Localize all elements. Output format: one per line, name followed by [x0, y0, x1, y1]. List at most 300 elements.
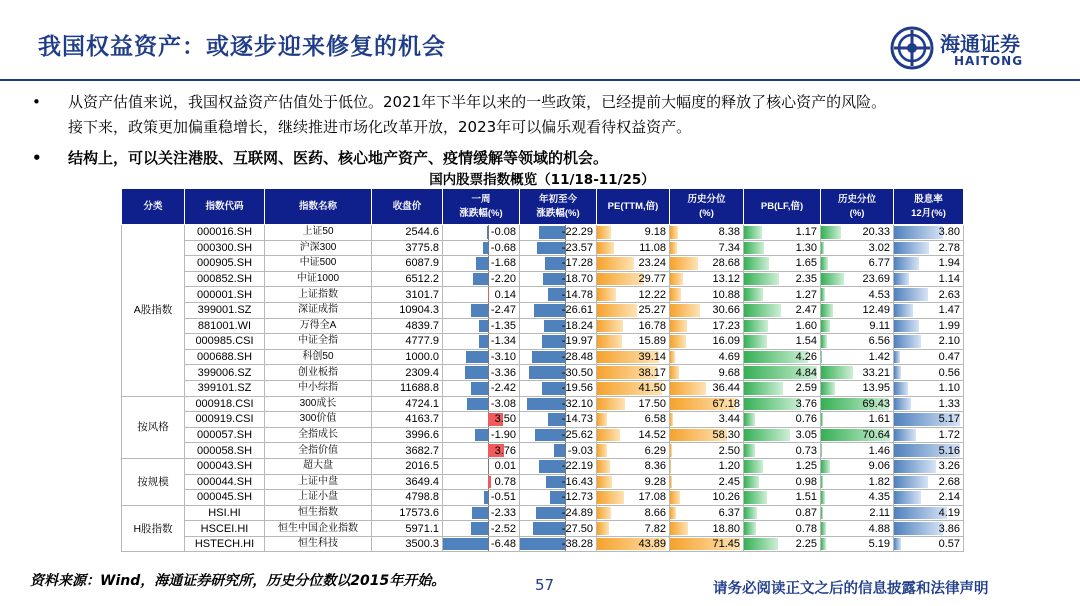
zero-axis — [565, 443, 566, 458]
cell-value: 1.65 — [795, 257, 817, 270]
cell-value: 3.76 — [494, 444, 516, 457]
table-row — [122, 396, 964, 412]
data-bar — [744, 507, 757, 520]
data-bar — [821, 288, 825, 301]
zero-axis — [488, 506, 489, 521]
cell-value: 1.47 — [938, 304, 960, 317]
data-bar — [821, 444, 822, 457]
cell-value: -2.20 — [490, 273, 516, 286]
index-overview-table — [121, 188, 964, 552]
cell-value: 11.08 — [639, 241, 666, 254]
cell-value: 3.44 — [718, 413, 740, 426]
cell-value: 17.50 — [638, 397, 666, 410]
bullet-item — [30, 90, 1060, 115]
group-label: 按规模 — [122, 458, 185, 505]
zero-axis — [488, 350, 489, 365]
cell-week — [443, 225, 520, 241]
cell-pe — [597, 490, 670, 506]
cell-pe — [597, 256, 670, 272]
cell-value: 3.02 — [868, 241, 890, 254]
cell-value: -18.70 — [561, 273, 593, 286]
negative-bar — [487, 226, 488, 239]
zero-axis — [488, 334, 489, 349]
cell-value: -1.34 — [490, 335, 516, 348]
cell-pb — [744, 443, 821, 459]
cell-pe-pct — [670, 287, 744, 303]
cell-value: -14.78 — [561, 288, 593, 301]
cell-value: -25.62 — [561, 429, 593, 442]
cell-value: -16.43 — [561, 475, 593, 488]
cell-close: 3996.6 — [372, 427, 443, 443]
cell-value: 18.80 — [712, 522, 740, 535]
cell-value: -22.29 — [561, 226, 593, 239]
cell-code: HSCEI.HI — [185, 521, 265, 537]
data-bar — [821, 382, 835, 395]
data-bar — [744, 413, 755, 426]
cell-pe-pct — [670, 490, 744, 506]
cell-div — [894, 521, 964, 537]
data-bar — [670, 476, 672, 489]
cell-value: 1.17 — [795, 226, 817, 239]
table-row — [122, 365, 964, 381]
cell-name: 中小综指 — [265, 380, 372, 396]
zero-axis — [488, 241, 489, 256]
cell-value: 67.18 — [712, 397, 740, 410]
cell-close: 6512.2 — [372, 271, 443, 287]
cell-ytd — [520, 302, 597, 318]
cell-code: 399101.SZ — [185, 380, 265, 396]
cell-value: 6.37 — [718, 506, 740, 519]
cell-pb-pct — [821, 256, 894, 272]
data-bar — [744, 522, 756, 535]
positive-bar — [488, 476, 491, 489]
cell-week — [443, 490, 520, 506]
cell-week — [443, 474, 520, 490]
cell-value: -22.19 — [561, 460, 593, 473]
negative-bar — [527, 398, 565, 411]
column-header-week-change: 一周 涨跌幅(%) — [443, 189, 520, 225]
cell-code: 000058.SH — [185, 443, 265, 459]
cell-value: 4.69 — [718, 351, 740, 364]
table-header-row — [122, 189, 964, 225]
cell-pe-pct — [670, 474, 744, 490]
cell-value: 2.47 — [795, 304, 817, 317]
cell-pb — [744, 225, 821, 241]
cell-value: 1.20 — [718, 460, 740, 473]
cell-value: 6.56 — [868, 335, 890, 348]
cell-div — [894, 458, 964, 474]
data-bar — [597, 257, 634, 270]
negative-bar — [483, 242, 488, 255]
column-header-category: 分类 — [122, 189, 185, 225]
cell-ytd — [520, 287, 597, 303]
cell-ytd — [520, 240, 597, 256]
cell-value: 25.27 — [638, 304, 666, 317]
negative-bar — [529, 366, 565, 379]
cell-value: 29.77 — [638, 273, 666, 286]
cell-value: 36.44 — [712, 382, 740, 395]
data-bar — [597, 507, 611, 520]
cell-value: 0.01 — [494, 460, 516, 473]
data-bar — [670, 320, 687, 333]
zero-axis — [488, 381, 489, 396]
cell-value: -0.51 — [490, 491, 516, 504]
column-header-pb: PB(LF,倍) — [744, 189, 821, 225]
table-row — [122, 443, 964, 459]
cell-ytd — [520, 412, 597, 428]
zero-axis — [488, 256, 489, 271]
cell-value: 14.52 — [638, 429, 666, 442]
cell-value: -32.10 — [561, 397, 593, 410]
data-bar — [894, 351, 900, 364]
cell-div — [894, 396, 964, 412]
data-bar — [670, 522, 688, 535]
cell-close: 17573.6 — [372, 505, 443, 521]
cell-name: 上证小盘 — [265, 490, 372, 506]
cell-value: 3.05 — [795, 429, 817, 442]
cell-div — [894, 443, 964, 459]
data-bar — [597, 398, 625, 411]
data-bar — [597, 226, 611, 239]
data-bar — [597, 476, 612, 489]
cell-pe — [597, 334, 670, 350]
cell-value: -18.24 — [561, 319, 593, 332]
cell-pb-pct — [821, 240, 894, 256]
cell-pb — [744, 256, 821, 272]
cell-pe — [597, 271, 670, 287]
cell-code: 881001.WI — [185, 318, 265, 334]
cell-pe-pct — [670, 412, 744, 428]
data-bar — [744, 320, 768, 333]
cell-code: 000688.SH — [185, 349, 265, 365]
table-row — [122, 271, 964, 287]
negative-bar — [537, 242, 565, 255]
cell-pe-pct — [670, 427, 744, 443]
cell-close: 3682.7 — [372, 443, 443, 459]
cell-pb-pct — [821, 458, 894, 474]
cell-name: 上证指数 — [265, 287, 372, 303]
cell-value: 0.73 — [795, 444, 817, 457]
cell-name: 300价值 — [265, 412, 372, 428]
data-bar — [821, 226, 841, 239]
data-bar — [744, 226, 762, 239]
cell-value: 5.16 — [938, 444, 960, 457]
cell-div — [894, 365, 964, 381]
table-row — [122, 225, 964, 241]
negative-bar — [467, 398, 488, 411]
cell-ytd — [520, 256, 597, 272]
cell-name: 恒生中国企业指数 — [265, 521, 372, 537]
negative-bar — [484, 491, 488, 504]
data-bar — [894, 304, 913, 317]
group-label: A股指数 — [122, 225, 185, 397]
data-bar — [670, 351, 675, 364]
cell-value: 1.30 — [795, 241, 817, 254]
cell-pb — [744, 458, 821, 474]
cell-code: 000300.SH — [185, 240, 265, 256]
cell-code: 000045.SH — [185, 490, 265, 506]
cell-value: -23.57 — [561, 241, 593, 254]
data-bar — [821, 320, 830, 333]
cell-pb-pct — [821, 474, 894, 490]
group-label: 按风格 — [122, 396, 185, 458]
cell-name: 上证50 — [265, 225, 372, 241]
negative-bar — [535, 429, 565, 442]
cell-value: 9.28 — [644, 475, 666, 488]
cell-value: 38.17 — [638, 366, 666, 379]
data-bar — [670, 413, 673, 426]
data-bar — [821, 476, 823, 489]
cell-ytd — [520, 225, 597, 241]
cell-value: 0.47 — [938, 351, 960, 364]
cell-value: -12.73 — [561, 491, 593, 504]
cell-pb — [744, 318, 821, 334]
cell-week — [443, 505, 520, 521]
negative-bar — [472, 507, 488, 520]
table-title: 国内股票指数概览（11/18-11/25） — [429, 172, 655, 188]
data-bar — [894, 429, 916, 442]
cell-value: 39.14 — [638, 351, 666, 364]
cell-pb-pct — [821, 365, 894, 381]
cell-week — [443, 240, 520, 256]
data-bar — [744, 382, 783, 395]
cell-name: 上证中盘 — [265, 474, 372, 490]
cell-pe-pct — [670, 334, 744, 350]
cell-pe — [597, 458, 670, 474]
cell-pb — [744, 396, 821, 412]
cell-code: HSTECH.HI — [185, 536, 265, 552]
column-header-code: 指数代码 — [185, 189, 265, 225]
cell-pb-pct — [821, 427, 894, 443]
cell-value: 4.26 — [795, 351, 817, 364]
cell-pb — [744, 474, 821, 490]
bullet-item — [30, 115, 1060, 140]
cell-code: 399001.SZ — [185, 302, 265, 318]
cell-pb-pct — [821, 302, 894, 318]
data-bar — [894, 257, 919, 270]
data-bar — [670, 444, 672, 457]
cell-pe — [597, 474, 670, 490]
cell-value: 2.25 — [795, 538, 817, 551]
data-bar — [821, 273, 844, 286]
cell-value: 69.43 — [862, 397, 890, 410]
data-bar — [597, 335, 622, 348]
disclaimer-text: 请务必阅读正文之后的信息披露和法律声明 — [713, 581, 989, 597]
data-bar — [894, 476, 928, 489]
cell-value: -24.89 — [561, 506, 593, 519]
data-bar — [821, 491, 825, 504]
cell-div — [894, 536, 964, 552]
data-bar — [821, 460, 830, 473]
cell-value: 3.76 — [795, 397, 817, 410]
cell-week — [443, 412, 520, 428]
negative-bar — [466, 351, 488, 364]
cell-pe — [597, 302, 670, 318]
bullet-text: 接下来，政策更加偏重稳增长，继续推进市场化改革开放，2023年可以偏乐观看待权益资产。 — [68, 118, 692, 136]
cell-value: 9.11 — [869, 319, 890, 332]
data-bar — [597, 429, 620, 442]
cell-name: 万得全A — [265, 318, 372, 334]
cell-value: 71.45 — [712, 538, 740, 551]
cell-value: 7.34 — [718, 241, 740, 254]
cell-div — [894, 490, 964, 506]
cell-pe — [597, 380, 670, 396]
bullet-text: 从资产估值来说，我国权益资产估值处于低位。2021年下半年以来的一些政策，已经提前大幅度的释放了核心资产的风险。 — [68, 93, 887, 111]
cell-value: -3.10 — [490, 351, 516, 364]
cell-pe — [597, 349, 670, 365]
column-header-ytd-change: 年初至今 涨跌幅(%) — [520, 189, 597, 225]
cell-pe-pct — [670, 505, 744, 521]
cell-value: 0.78 — [795, 522, 817, 535]
data-bar — [744, 335, 767, 348]
source-note: 资料来源：Wind，海通证券研究所，历史分位数以2015年开始。 — [30, 573, 446, 589]
cell-value: 16.09 — [712, 335, 740, 348]
cell-week — [443, 271, 520, 287]
cell-ytd — [520, 349, 597, 365]
cell-name: 中证全指 — [265, 334, 372, 350]
column-header-pe: PE(TTM,倍) — [597, 189, 670, 225]
zero-axis — [488, 272, 489, 287]
zero-axis — [488, 225, 489, 240]
cell-close: 2544.6 — [372, 225, 443, 241]
data-bar — [744, 288, 763, 301]
data-bar — [894, 288, 928, 301]
negative-bar — [465, 366, 488, 379]
cell-week — [443, 365, 520, 381]
data-bar — [821, 522, 826, 535]
cell-close: 4798.8 — [372, 490, 443, 506]
cell-value: 1.33 — [938, 397, 960, 410]
cell-value: 4.84 — [795, 366, 817, 379]
cell-value: 23.69 — [862, 273, 890, 286]
cell-value: 58.30 — [712, 429, 740, 442]
cell-value: 8.36 — [644, 460, 666, 473]
cell-close: 4163.7 — [372, 412, 443, 428]
cell-pe — [597, 443, 670, 459]
zero-axis — [488, 459, 489, 474]
cell-div — [894, 256, 964, 272]
cell-value: -17.28 — [561, 257, 593, 270]
logo-english-text: HAITONG — [954, 54, 1024, 68]
cell-value: 4.35 — [868, 491, 890, 504]
cell-pe — [597, 287, 670, 303]
cell-value: 0.76 — [795, 413, 817, 426]
data-bar — [744, 398, 801, 411]
cell-pb-pct — [821, 536, 894, 552]
cell-pe-pct — [670, 536, 744, 552]
data-bar — [670, 257, 698, 270]
table-row — [122, 412, 964, 428]
cell-value: 2.14 — [938, 491, 960, 504]
cell-week — [443, 443, 520, 459]
bullet-text: 结构上，可以关注港股、互联网、医药、核心地产资产、疫情缓解等领域的机会。 — [68, 149, 609, 167]
negative-bar — [476, 257, 488, 270]
cell-value: 12.49 — [862, 304, 890, 317]
data-bar — [744, 242, 764, 255]
cell-value: 23.24 — [638, 257, 666, 270]
table-row — [122, 287, 964, 303]
cell-pb-pct — [821, 271, 894, 287]
cell-value: 0.78 — [494, 475, 516, 488]
data-bar — [597, 413, 607, 426]
column-header-name: 指数名称 — [265, 189, 372, 225]
data-bar — [821, 413, 823, 426]
cell-value: 17.23 — [712, 319, 740, 332]
cell-div — [894, 271, 964, 287]
cell-pb — [744, 349, 821, 365]
column-header-close: 收盘价 — [372, 189, 443, 225]
cell-close: 10904.3 — [372, 302, 443, 318]
cell-value: 1.10 — [938, 382, 960, 395]
cell-value: 1.61 — [868, 413, 890, 426]
cell-week — [443, 521, 520, 537]
cell-value: 15.89 — [638, 335, 666, 348]
cell-value: 0.56 — [938, 366, 960, 379]
cell-pb — [744, 380, 821, 396]
cell-pb-pct — [821, 380, 894, 396]
negative-bar — [471, 522, 489, 535]
data-bar — [670, 242, 677, 255]
cell-ytd — [520, 490, 597, 506]
cell-value: 1.46 — [868, 444, 890, 457]
cell-value: -3.36 — [490, 366, 516, 379]
data-bar — [894, 382, 908, 395]
page-title: 我国权益资产：或逐步迎来修复的机会 — [38, 33, 446, 60]
table-row — [122, 334, 964, 350]
cell-pb — [744, 365, 821, 381]
cell-pb-pct — [821, 490, 894, 506]
data-bar — [821, 538, 826, 551]
zero-axis — [488, 319, 489, 334]
cell-close: 1000.0 — [372, 349, 443, 365]
cell-pe — [597, 225, 670, 241]
cell-week — [443, 427, 520, 443]
cell-value: 8.38 — [718, 226, 740, 239]
data-bar — [821, 335, 827, 348]
cell-value: 6.77 — [868, 257, 890, 270]
cell-value: -2.42 — [490, 382, 516, 395]
cell-pb — [744, 490, 821, 506]
cell-pe-pct — [670, 458, 744, 474]
cell-value: -1.35 — [490, 319, 516, 332]
cell-pb-pct — [821, 349, 894, 365]
cell-close: 3101.7 — [372, 287, 443, 303]
cell-pe-pct — [670, 271, 744, 287]
cell-value: 0.87 — [795, 506, 817, 519]
cell-ytd — [520, 521, 597, 537]
cell-week — [443, 458, 520, 474]
cell-value: 1.25 — [795, 460, 817, 473]
cell-code: 000001.SH — [185, 287, 265, 303]
zero-axis — [488, 303, 489, 318]
cell-pb-pct — [821, 334, 894, 350]
data-bar — [597, 320, 623, 333]
data-bar — [744, 304, 781, 317]
cell-value: 1.99 — [938, 319, 960, 332]
cell-value: 0.14 — [494, 288, 516, 301]
cell-value: -19.97 — [561, 335, 593, 348]
cell-value: 2.11 — [869, 506, 890, 519]
table-row — [122, 349, 964, 365]
data-bar — [670, 226, 678, 239]
zero-axis — [488, 428, 489, 443]
data-bar — [894, 538, 901, 551]
cell-div — [894, 412, 964, 428]
data-bar — [744, 538, 778, 551]
table-row — [122, 240, 964, 256]
cell-value: 9.68 — [718, 366, 740, 379]
negative-bar — [479, 320, 488, 333]
